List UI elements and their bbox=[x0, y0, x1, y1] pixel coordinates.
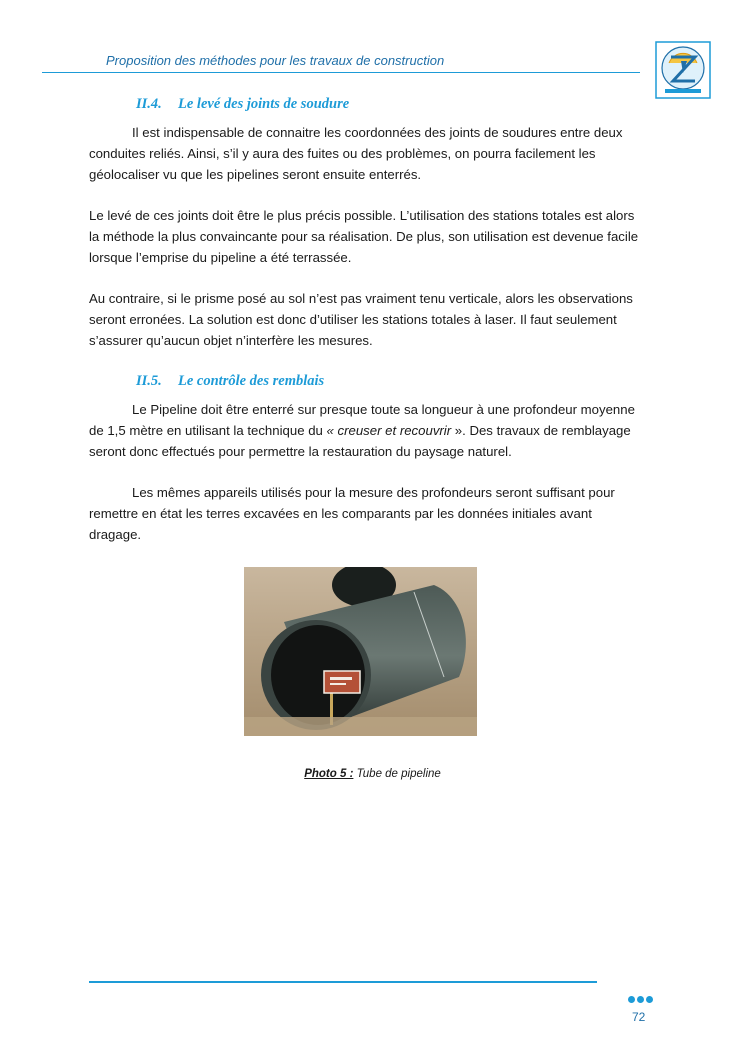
section-title: Le levé des joints de soudure bbox=[178, 96, 350, 112]
paragraph: Le levé de ces joints doit être le plus précis possible. L’utilisation des stations totales est alors la méthode la plus convaincante pour sa réalisation. De plus, son utilisation est devenue facile lorsque l’emprise du pipeline a été terrassée. bbox=[89, 208, 639, 265]
caption-label: Photo 5 : bbox=[304, 768, 354, 780]
figure-caption bbox=[0, 768, 745, 780]
paragraph: Les mêmes appareils utilisés pour la mesure des profondeurs seront suffisant pour remettre en état les terres excavées en les comparants par les données initiales avant dragage. bbox=[89, 485, 615, 542]
footer-dots-icon bbox=[628, 990, 655, 1008]
footer-rule bbox=[89, 981, 597, 983]
running-header: Proposition des méthodes pour les travaux de construction bbox=[106, 53, 445, 68]
paragraph: Il est indispensable de connaitre les coordonnées des joints de soudures entre deux conduites reliés. Ainsi, s’il y aura des fuites ou des problèmes, on pourra facilement les géolocaliser vu que les pipelines seront ensuite enterrés. bbox=[89, 125, 623, 182]
section-title: Le contrôle des remblais bbox=[178, 373, 325, 389]
header-rule bbox=[42, 72, 640, 73]
section-number: II.4. bbox=[136, 96, 162, 112]
page-number: 72 bbox=[632, 1010, 646, 1024]
paragraph: Au contraire, si le prisme posé au sol n’est pas vraiment tenu verticale, alors les observations seront erronées. La solution est donc d’utiliser les stations totales à laser. Il faut seulement s’assurer qu’aucun objet n’interfère les mesures. bbox=[89, 291, 633, 348]
caption-text: Tube de pipeline bbox=[353, 768, 441, 780]
section-number: II.5. bbox=[136, 373, 162, 389]
institution-logo bbox=[655, 41, 711, 99]
pipeline-photo bbox=[244, 567, 477, 736]
section-heading-2-5 bbox=[136, 373, 324, 390]
section-heading-2-4 bbox=[136, 96, 349, 113]
paragraph: Le Pipeline doit être enterré sur presque toute sa longueur à une profondeur moyenne de 1,5 mètre en utilisant la technique du « creuser et recouvrir ». Des travaux de remblayage seront donc effectués pour permettre la restauration du paysage naturel. bbox=[89, 402, 635, 459]
